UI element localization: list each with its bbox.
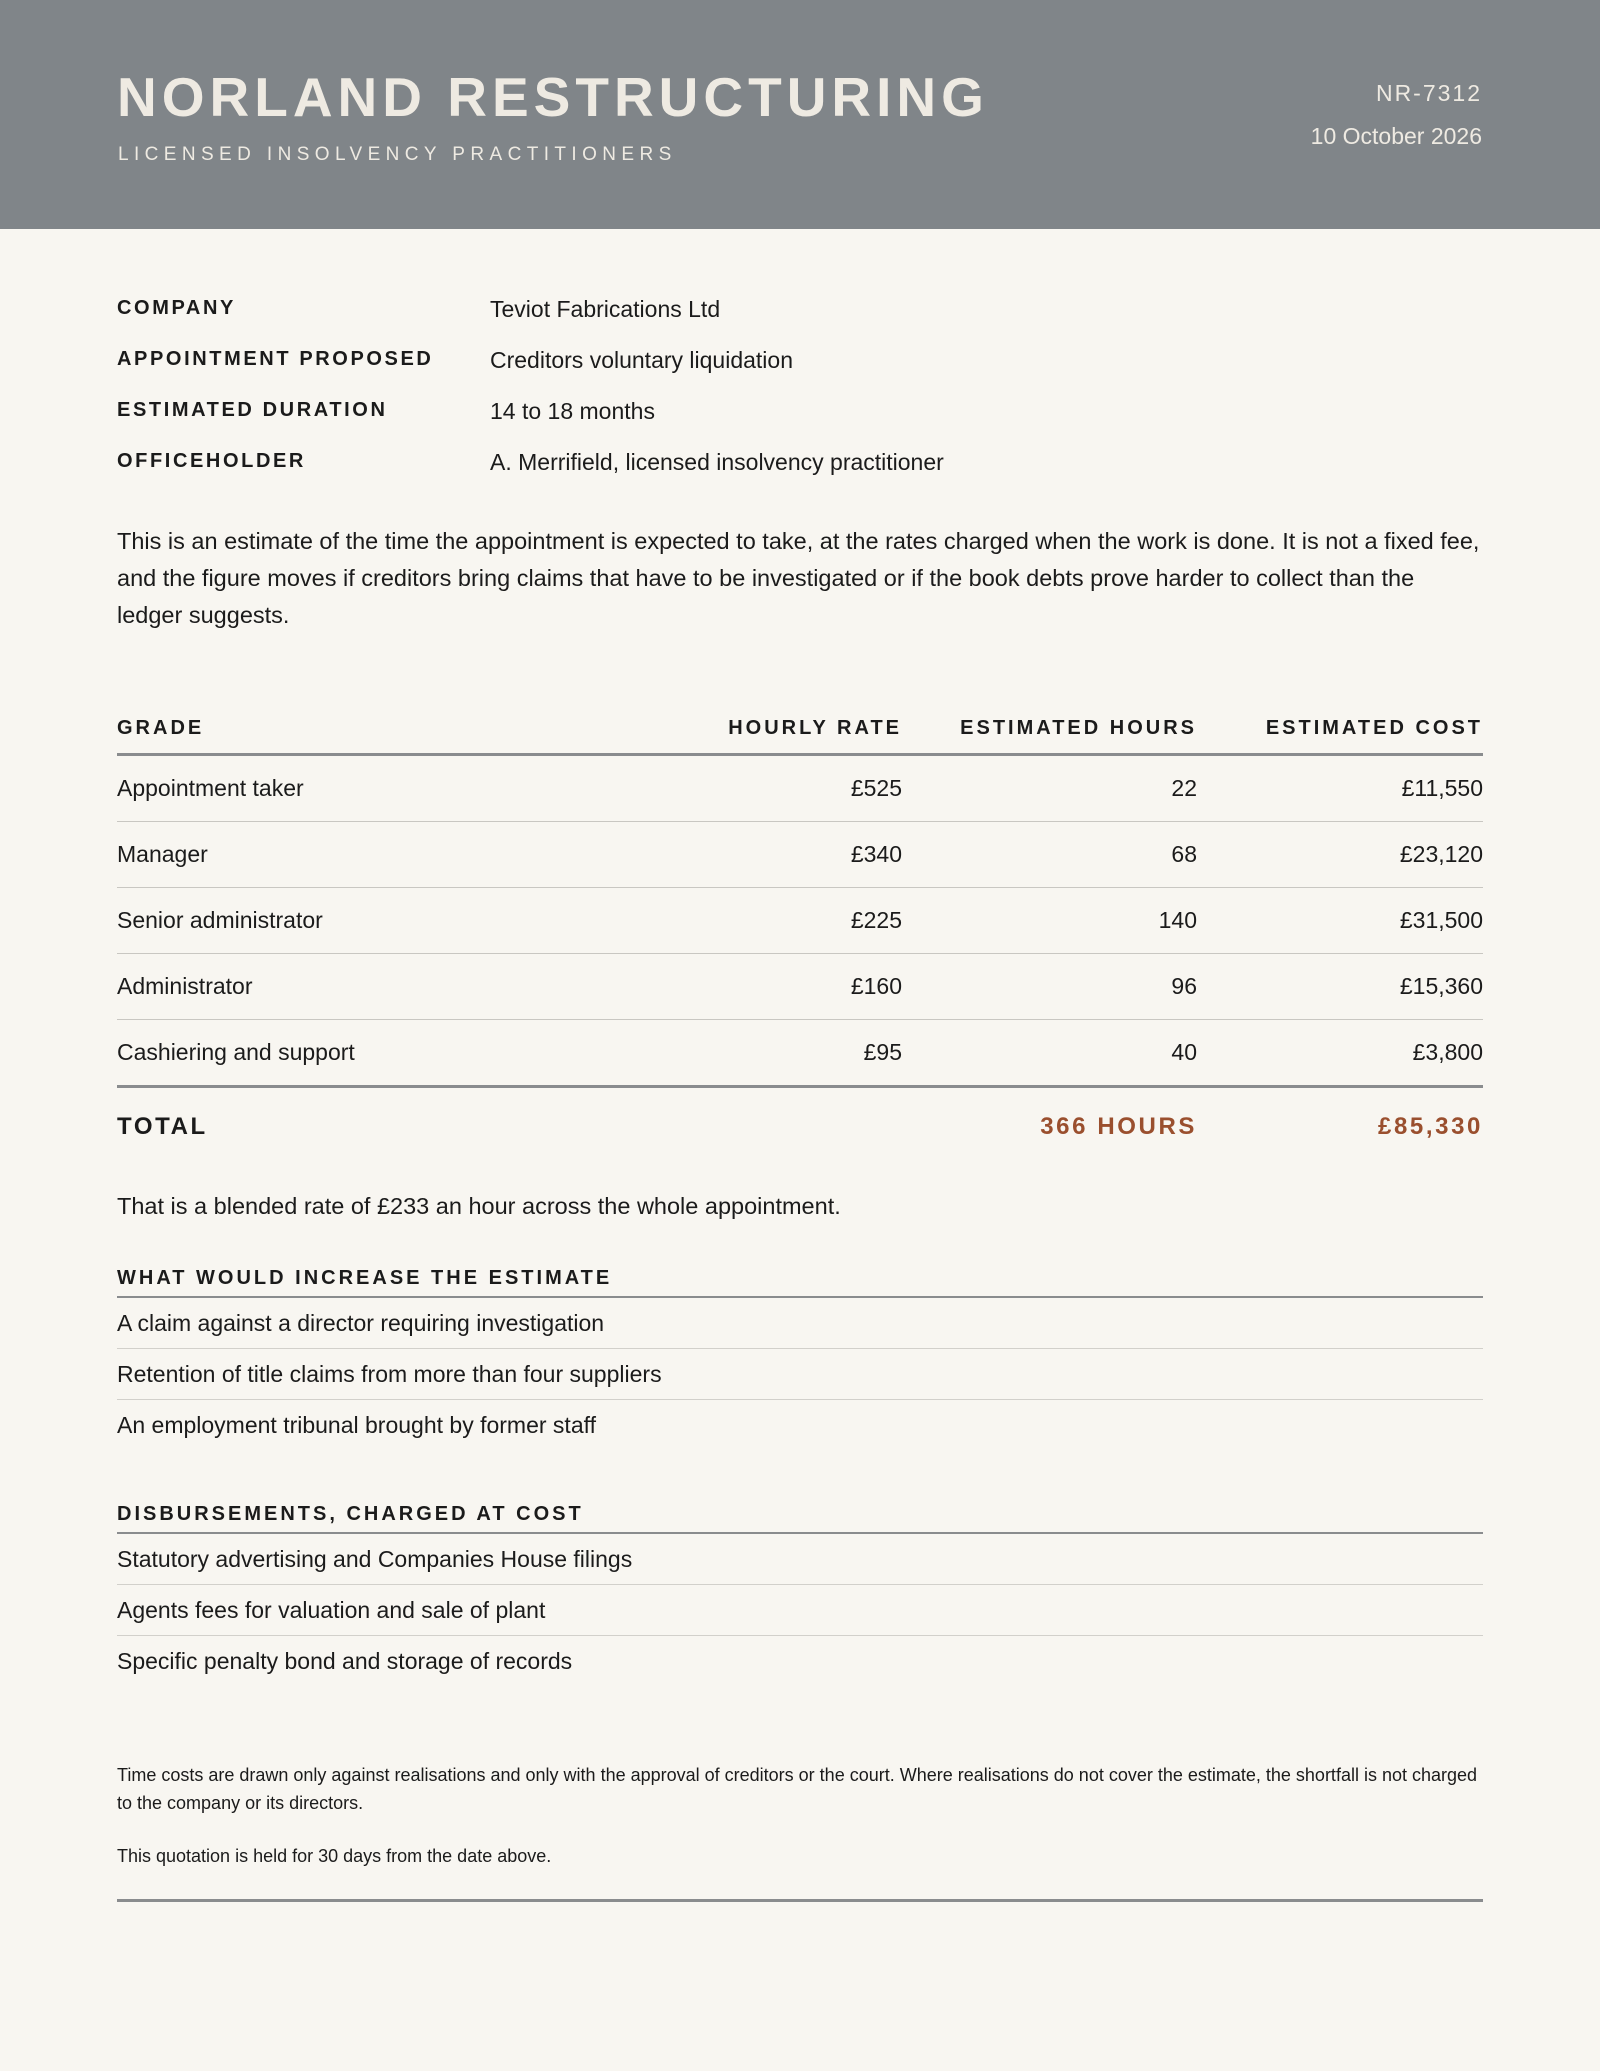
detail-value: Creditors voluntary liquidation	[490, 347, 793, 373]
appointment-details	[117, 296, 1483, 500]
table-header-row	[117, 717, 1483, 755]
list-item: An employment tribunal brought by former staff	[117, 1412, 596, 1438]
company-name: NORLAND RESTRUCTURING	[117, 66, 989, 128]
section-heading: DISBURSEMENTS, CHARGED AT COST	[117, 1503, 1483, 1534]
detail-value: 14 to 18 months	[490, 398, 655, 424]
column-header-rate: HOURLY RATE	[637, 717, 902, 755]
cell-rate: £95	[637, 1020, 902, 1087]
detail-value: A. Merrifield, licensed insolvency practitioner	[490, 449, 944, 475]
table-row	[117, 954, 1483, 1020]
total-hours: 366 HOURS	[1040, 1112, 1197, 1140]
blended-rate-note: That is a blended rate of £233 an hour across the whole appointment.	[117, 1193, 841, 1219]
list-item: Retention of title claims from more than four suppliers	[117, 1349, 1483, 1400]
total-rate-empty	[637, 1087, 902, 1166]
detail-label: COMPANY	[117, 297, 236, 319]
list-item: A claim against a director requiring investigation	[117, 1298, 1483, 1349]
detail-label: APPOINTMENT PROPOSED	[117, 348, 434, 370]
total-label: TOTAL	[117, 1112, 208, 1140]
section-heading: WHAT WOULD INCREASE THE ESTIMATE	[117, 1267, 1483, 1298]
cell-hours: 22	[902, 755, 1197, 822]
cell-hours: 140	[902, 888, 1197, 954]
disbursements-section	[117, 1503, 1483, 1686]
list-item: Agents fees for valuation and sale of plant	[117, 1585, 1483, 1636]
column-header-cost: ESTIMATED COST	[1197, 717, 1483, 755]
company-tagline: LICENSED INSOLVENCY PRACTITIONERS	[118, 144, 677, 165]
footnote-realisations: Time costs are drawn only against realisations and only with the approval of creditors or the court. Where realisations do not cover the estimate, the shortfall is not charged to the company or its directors.	[117, 1765, 1478, 1813]
total-row	[117, 1087, 1483, 1166]
document-date: 10 October 2026	[1310, 123, 1482, 149]
cell-cost: £11,550	[1197, 755, 1483, 822]
table-row	[117, 888, 1483, 954]
cell-hours: 96	[902, 954, 1197, 1020]
cost-estimate-table	[117, 717, 1483, 1165]
cell-grade: Senior administrator	[117, 888, 637, 954]
cell-cost: £31,500	[1197, 888, 1483, 954]
detail-label: OFFICEHOLDER	[117, 450, 306, 472]
detail-row-company	[117, 296, 1483, 347]
reference-number: NR-7312	[1375, 80, 1482, 106]
bottom-divider	[117, 1899, 1483, 1902]
cell-cost: £15,360	[1197, 954, 1483, 1020]
cell-hours: 40	[902, 1020, 1197, 1087]
footnote-validity: This quotation is held for 30 days from the date above.	[117, 1846, 552, 1866]
cell-hours: 68	[902, 822, 1197, 888]
cell-grade: Cashiering and support	[117, 1020, 637, 1087]
detail-row-officeholder	[117, 449, 1483, 500]
cell-grade: Administrator	[117, 954, 637, 1020]
cell-rate: £225	[637, 888, 902, 954]
letterhead	[0, 0, 1600, 229]
cell-rate: £160	[637, 954, 902, 1020]
list-item: Specific penalty bond and storage of records	[117, 1648, 573, 1674]
detail-value: Teviot Fabrications Ltd	[490, 296, 721, 322]
document-body	[117, 229, 1483, 1902]
detail-label: ESTIMATED DURATION	[117, 399, 388, 421]
cell-grade: Manager	[117, 822, 637, 888]
list-item: Statutory advertising and Companies House filings	[117, 1534, 1483, 1585]
table-row	[117, 1020, 1483, 1087]
column-header-hours: ESTIMATED HOURS	[902, 717, 1197, 755]
column-header-grade: GRADE	[117, 717, 637, 755]
cell-cost: £3,800	[1197, 1020, 1483, 1087]
increase-factors-section	[117, 1267, 1483, 1450]
detail-row-appointment	[117, 347, 1483, 398]
cell-rate: £340	[637, 822, 902, 888]
detail-row-duration	[117, 398, 1483, 449]
table-row	[117, 822, 1483, 888]
table-row	[117, 755, 1483, 822]
cell-cost: £23,120	[1197, 822, 1483, 888]
cell-rate: £525	[637, 755, 902, 822]
intro-paragraph: This is an estimate of the time the appointment is expected to take, at the rates charged when the work is done. It is not a fixed fee, and the figure moves if creditors bring claims that have to be investigated or if the book debts prove harder to collect than the ledger suggests.	[117, 528, 1480, 628]
total-cost: £85,330	[1378, 1112, 1483, 1140]
cell-grade: Appointment taker	[117, 755, 637, 822]
